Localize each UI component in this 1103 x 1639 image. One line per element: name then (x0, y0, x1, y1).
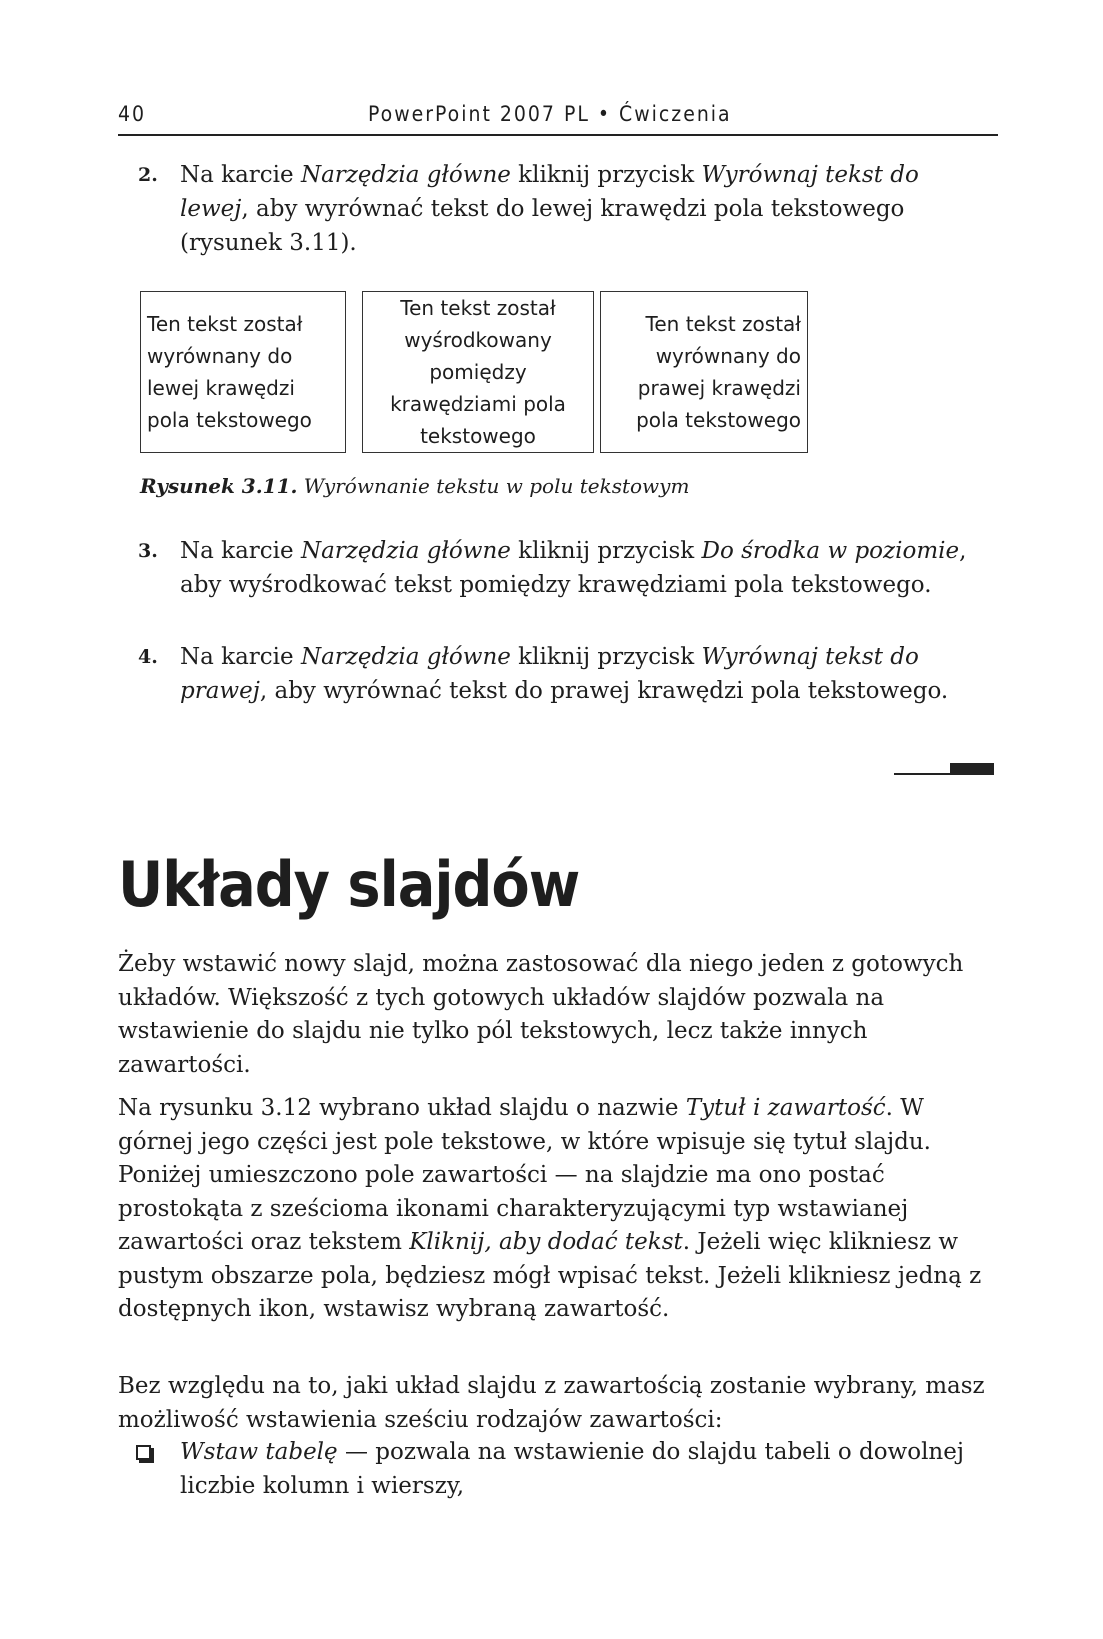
figure-box-right-aligned: Ten tekst został wyrównany do prawej krawędzi pola tekstowego (600, 291, 808, 453)
step-text: Na karcie Narzędzia główne kliknij przycisk Wyrównaj tekst do prawej, aby wyrównać tekst do prawej krawędzi pola tekstowego. (180, 644, 949, 704)
step-4 (118, 640, 998, 708)
section-title: Układy slajdów (118, 848, 580, 921)
exercise-end-mark (894, 763, 994, 775)
step-3 (118, 534, 998, 602)
step-number: 3. (138, 540, 158, 562)
paragraph-1: Żeby wstawić nowy slajd, można zastosować dla niego jeden z gotowych układów. Większość z tych gotowych układów slajdów pozwala na wstawienie do slajdu nie tylko pól tekstowych, lecz także innych zawartości. (118, 951, 964, 1078)
step-2 (118, 158, 998, 260)
running-header (118, 96, 998, 136)
figure-box-center-aligned: Ten tekst został wyśrodkowany pomiędzy krawędziami pola tekstowego (362, 291, 594, 453)
paragraph-3: Bez względu na to, jaki układ slajdu z zawartością zostanie wybrany, masz możliwość wstawienia sześciu rodzajów zawartości: (118, 1373, 985, 1433)
figure-caption: Rysunek 3.11. Wyrównanie tekstu w polu tekstowym (140, 474, 690, 498)
figure-box-left-aligned: Ten tekst został wyrównany do lewej krawędzi pola tekstowego (140, 291, 346, 453)
list-item-text: Wstaw tabelę — pozwala na wstawienie do slajdu tabeli o dowolnej liczbie kolumn i wierszy, (180, 1439, 964, 1499)
paragraph-2: Na rysunku 3.12 wybrano układ slajdu o nazwie Tytuł i zawartość. W górnej jego części jest pole tekstowe, w które wpisuje się tytuł slajdu. Poniżej umieszczono pole zawartości — na slajdzie ma ono postać prostokąta z sześcioma ikonami charakteryzującymi typ wstawianej zawartości oraz tekstem Kliknij, aby dodać tekst. Jeżeli więc klikniesz w pustym obszarze pola, będziesz mógł wpisać tekst. Jeżeli klikniesz jedną z dostępnych ikon, wstawisz wybraną zawartość. (118, 1095, 982, 1322)
step-number: 4. (138, 646, 158, 668)
step-number: 2. (138, 164, 158, 186)
step-text: Na karcie Narzędzia główne kliknij przycisk Do środka w poziomie, aby wyśrodkować tekst pomiędzy krawędziami pola tekstowego. (180, 538, 967, 598)
page-number: 40 (118, 102, 147, 126)
checkbox-bullet-icon (136, 1445, 151, 1460)
running-title: PowerPoint 2007 PL • Ćwiczenia (368, 102, 732, 126)
step-text: Na karcie Narzędzia główne kliknij przycisk Wyrównaj tekst do lewej, aby wyrównać tekst do lewej krawędzi pola tekstowego (rysunek 3.11). (180, 162, 919, 256)
list-item (118, 1436, 998, 1503)
